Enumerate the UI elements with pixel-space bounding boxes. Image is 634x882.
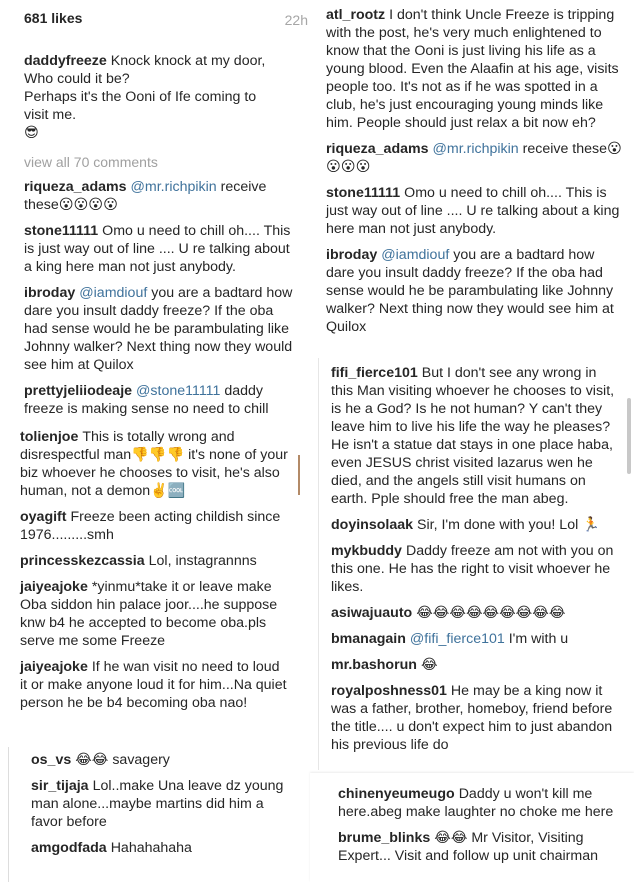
comment-text: I don't think Uncle Freeze is tripping with the post, he's very much enlightened to know that the Ooni is just living his life as a young blood. Even the Alaafin at his age, visits people too. It's not as if he was spotted in a club, he's just encouraging young minds like him. People should just relax a bit now eh? xyxy=(326,7,619,131)
comment-username[interactable]: fifi_fierce101 xyxy=(331,365,418,381)
comment-text: you are a badtard how dare you insult daddy freeze? If the oba had sense would he be parambulating like Johnny walker? Next thing now they would see him at Quilox xyxy=(326,247,614,335)
comment-username[interactable]: tolienjoe xyxy=(20,429,79,445)
caption-emoji: 😎 xyxy=(24,125,39,141)
likes-count: 681 likes xyxy=(24,10,83,26)
view-all-comments-link[interactable]: view all 70 comments xyxy=(24,154,158,170)
comment-username[interactable]: jaiyeajoke xyxy=(20,659,88,675)
comment-username[interactable]: stone11111 xyxy=(24,223,99,239)
comment-text: Omo u need to chill oh.... This is just way out of line .... U re talking about a king here man not just anybody. xyxy=(24,223,291,275)
comment-username[interactable]: ibroday xyxy=(24,285,76,301)
comment-text: This is totally wrong and disrespectful man👎👎👎 it's none of your biz whoever he chooses to visit, he's also human, not a demon✌️🆒 xyxy=(20,429,288,499)
comment-item xyxy=(20,658,290,712)
comment-item xyxy=(331,682,621,754)
comment-username[interactable]: chinenyeumeugo xyxy=(338,786,455,802)
comment-item xyxy=(326,184,624,238)
comment-text: 😂😂 savagery xyxy=(75,752,170,768)
comment-text: But I don't see any wrong in this Man visiting whoever he chooses to visit, is he a God? Is he not human? Y can't they leave him to live his life the way he pleases? He isn't a statue dat stays in one place haba, even JESUS christ visited lazarus wen he died, and the angels still visit humans on earth. Pple should free the man abeg. xyxy=(331,365,615,507)
comment-text: *yinmu*take it or leave make Oba siddon hin palace joor....he suppose knw b4 he accepted to become oba.pls serve me some Freeze xyxy=(20,579,278,649)
comment-username[interactable]: asiwajuauto xyxy=(331,605,413,621)
comment-item xyxy=(326,246,624,336)
comment-username[interactable]: bmanagain xyxy=(331,631,406,647)
comment-item xyxy=(31,751,297,769)
comment-text: Daddy u won't kill me here.abeg make laughter no choke me here xyxy=(338,786,614,820)
comment-text: 😂😂 Mr Visitor, Visiting Expert... Visit and follow up unit chairman xyxy=(338,830,598,864)
comment-username[interactable]: os_vs xyxy=(31,752,72,768)
comment-item xyxy=(20,508,290,544)
comments-panel-6 xyxy=(310,773,634,882)
comment-text: 😂😂😂😂😂😂😂😂😂 xyxy=(416,605,566,621)
post-caption xyxy=(24,52,300,142)
caption-text: Knock knock at my door, xyxy=(110,53,266,69)
comment-item xyxy=(338,829,624,865)
comment-text: Sir, I'm done with you! Lol 🏃 xyxy=(417,517,600,533)
comment-username[interactable]: ibroday xyxy=(326,247,378,263)
comment-item xyxy=(331,516,621,534)
caption-line-4: visit me. xyxy=(24,107,77,123)
comment-username[interactable]: jaiyeajoke xyxy=(20,579,88,595)
comment-text: If he wan visit no need to loud it or make anyone loud it for him...Na quiet person he be b4 becoming oba nao! xyxy=(20,659,287,711)
comment-username[interactable]: sir_tijaja xyxy=(31,778,89,794)
comment-username[interactable]: oyagift xyxy=(20,509,67,525)
comment-text: I'm with u xyxy=(504,631,569,647)
post-timestamp: 22h xyxy=(284,12,308,28)
comment-username[interactable]: atl_rootz xyxy=(326,7,386,23)
comment-mention[interactable]: @iamdiouf xyxy=(79,285,148,301)
comment-text: Hahahahaha xyxy=(110,840,192,856)
comment-item xyxy=(331,364,621,508)
comment-item xyxy=(331,542,621,596)
comment-text: Lol, instagrannns xyxy=(148,553,257,569)
comment-mention[interactable]: @mr.richpikin xyxy=(432,141,519,157)
comment-text: Lol..make Una leave dz young man alone...maybe martins did him a favor before xyxy=(31,778,284,830)
panel-edge xyxy=(298,455,300,495)
comment-username[interactable]: mr.bashorun xyxy=(331,657,417,673)
comment-item xyxy=(20,552,290,570)
comment-username[interactable]: brume_blinks xyxy=(338,830,431,846)
comments-panel-1 xyxy=(0,0,318,420)
comments-panel-3 xyxy=(8,747,307,882)
comment-username[interactable]: royalposhness01 xyxy=(331,683,447,699)
comment-text: daddy freeze is making sense no need to chill xyxy=(24,383,269,417)
comment-mention[interactable]: @fifi_fierce101 xyxy=(409,631,505,647)
comment-username[interactable]: mykbuddy xyxy=(331,543,402,559)
comment-username[interactable]: stone11111 xyxy=(326,185,401,201)
scrollbar[interactable] xyxy=(627,398,631,474)
comment-item xyxy=(326,6,624,132)
comment-text: you are a badtard how dare you insult daddy freeze? If the oba had sense would he be parambulating like Johnny walker? Next thing now they would see him at Quilox xyxy=(24,285,293,373)
comment-text: Freeze been acting childish since 1976.........smh xyxy=(20,509,281,543)
comment-item xyxy=(24,222,300,276)
comment-mention[interactable]: @mr.richpikin xyxy=(130,179,217,195)
comments-panel-2 xyxy=(0,425,300,745)
comment-item xyxy=(331,604,621,622)
comment-username[interactable]: riqueza_adams xyxy=(24,179,127,195)
caption-line-2: Who could it be? xyxy=(24,71,130,87)
comment-item xyxy=(20,578,290,650)
comment-text: 😂 xyxy=(420,657,438,673)
comment-item xyxy=(331,656,621,674)
caption-line-3: Perhaps it's the Ooni of Ife coming to xyxy=(24,89,257,105)
comment-item xyxy=(24,382,300,418)
comment-item xyxy=(338,785,624,821)
comment-username[interactable]: princesskezcassia xyxy=(20,553,145,569)
comment-username[interactable]: riqueza_adams xyxy=(326,141,429,157)
comment-item xyxy=(24,284,300,374)
comments-panel-5 xyxy=(318,358,634,770)
comment-text: receive these😮😮😮😮 xyxy=(24,179,267,213)
comment-item xyxy=(31,839,297,857)
comment-item xyxy=(24,178,300,214)
comment-mention[interactable]: @stone11111 xyxy=(136,383,221,399)
comment-text: Daddy freeze am not with you on this one. He has the right to visit whoever he likes. xyxy=(331,543,614,595)
comment-item xyxy=(326,140,624,176)
comments-panel-4 xyxy=(318,0,634,356)
comment-mention[interactable]: @iamdiouf xyxy=(381,247,450,263)
comment-username[interactable]: doyinsolaak xyxy=(331,517,414,533)
comment-item xyxy=(331,630,621,648)
comment-item xyxy=(31,777,297,831)
comment-text: He may be a king now it was a father, brother, homeboy, friend before the title.... u don't expect him to just abandon his previous life do xyxy=(331,683,613,753)
caption-username[interactable]: daddyfreeze xyxy=(24,53,107,69)
comment-username[interactable]: prettyjeliiodeaje xyxy=(24,383,133,399)
comment-text: Omo u need to chill oh.... This is just way out of line .... U re talking about a king here man not just anybody. xyxy=(326,185,620,237)
comment-username[interactable]: amgodfada xyxy=(31,840,107,856)
comment-item xyxy=(20,428,290,500)
comment-text: receive these😮😮😮😮 xyxy=(326,141,622,175)
